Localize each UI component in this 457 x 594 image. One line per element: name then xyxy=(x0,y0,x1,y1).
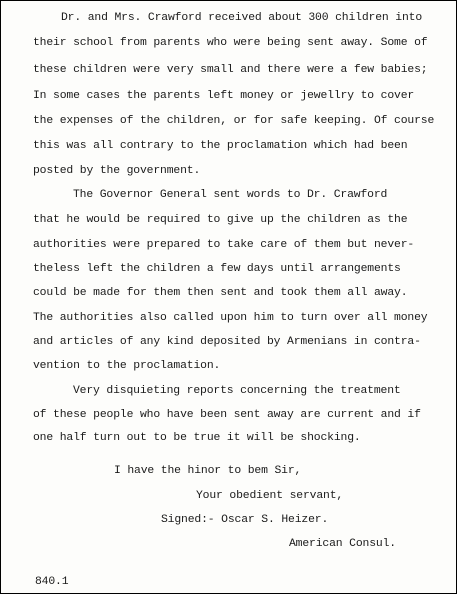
closing-salutation: I have the hinor to bem Sir, xyxy=(114,465,302,477)
paragraph-2-line-8: vention to the proclamation. xyxy=(33,360,221,372)
paragraph-1-line-7: posted by the government. xyxy=(33,165,201,177)
paragraph-1-line-5: the expenses of the children, or for safe keeping. Of course xyxy=(33,115,435,127)
signature-line: Signed:- Oscar S. Heizer. xyxy=(161,514,329,526)
paragraph-2-line-1: The Governor General sent words to Dr. Crawford xyxy=(73,189,388,201)
paragraph-3-line-1: Very disquieting reports concerning the treatment xyxy=(73,385,401,397)
paragraph-1-line-6: this was all contrary to the proclamation which had been xyxy=(33,140,408,152)
paragraph-2-line-4: theless left the children a few days until arrangements xyxy=(33,263,401,275)
paragraph-1-line-1: Dr. and Mrs. Crawford received about 300 children into xyxy=(61,12,423,24)
paragraph-3-line-2: of these people who have been sent away are current and if xyxy=(33,409,421,421)
paragraph-3-line-3: one half turn out to be true it will be shocking. xyxy=(33,432,361,444)
signer-title: American Consul. xyxy=(289,538,396,550)
paragraph-1-line-4: In some cases the parents left money or jewellry to cover xyxy=(33,90,415,102)
closing-servant: Your obedient servant, xyxy=(196,490,344,502)
paragraph-2-line-5: could be made for them then sent and took them all away. xyxy=(33,287,408,299)
paragraph-1-line-2: their school from parents who were being sent away. Some of xyxy=(33,37,428,49)
paragraph-2-line-7: and articles of any kind deposited by Armenians in contra- xyxy=(33,336,421,348)
paragraph-1-line-3: these children were very small and there were a few babies; xyxy=(33,64,428,76)
paragraph-2-line-2: that he would be required to give up the children as the xyxy=(33,214,408,226)
paragraph-2-line-6: The authorities also called upon him to turn over all money xyxy=(33,312,428,324)
file-number: 840.1 xyxy=(35,576,69,588)
paragraph-2-line-3: authorities were prepared to take care of them but never- xyxy=(33,239,415,251)
